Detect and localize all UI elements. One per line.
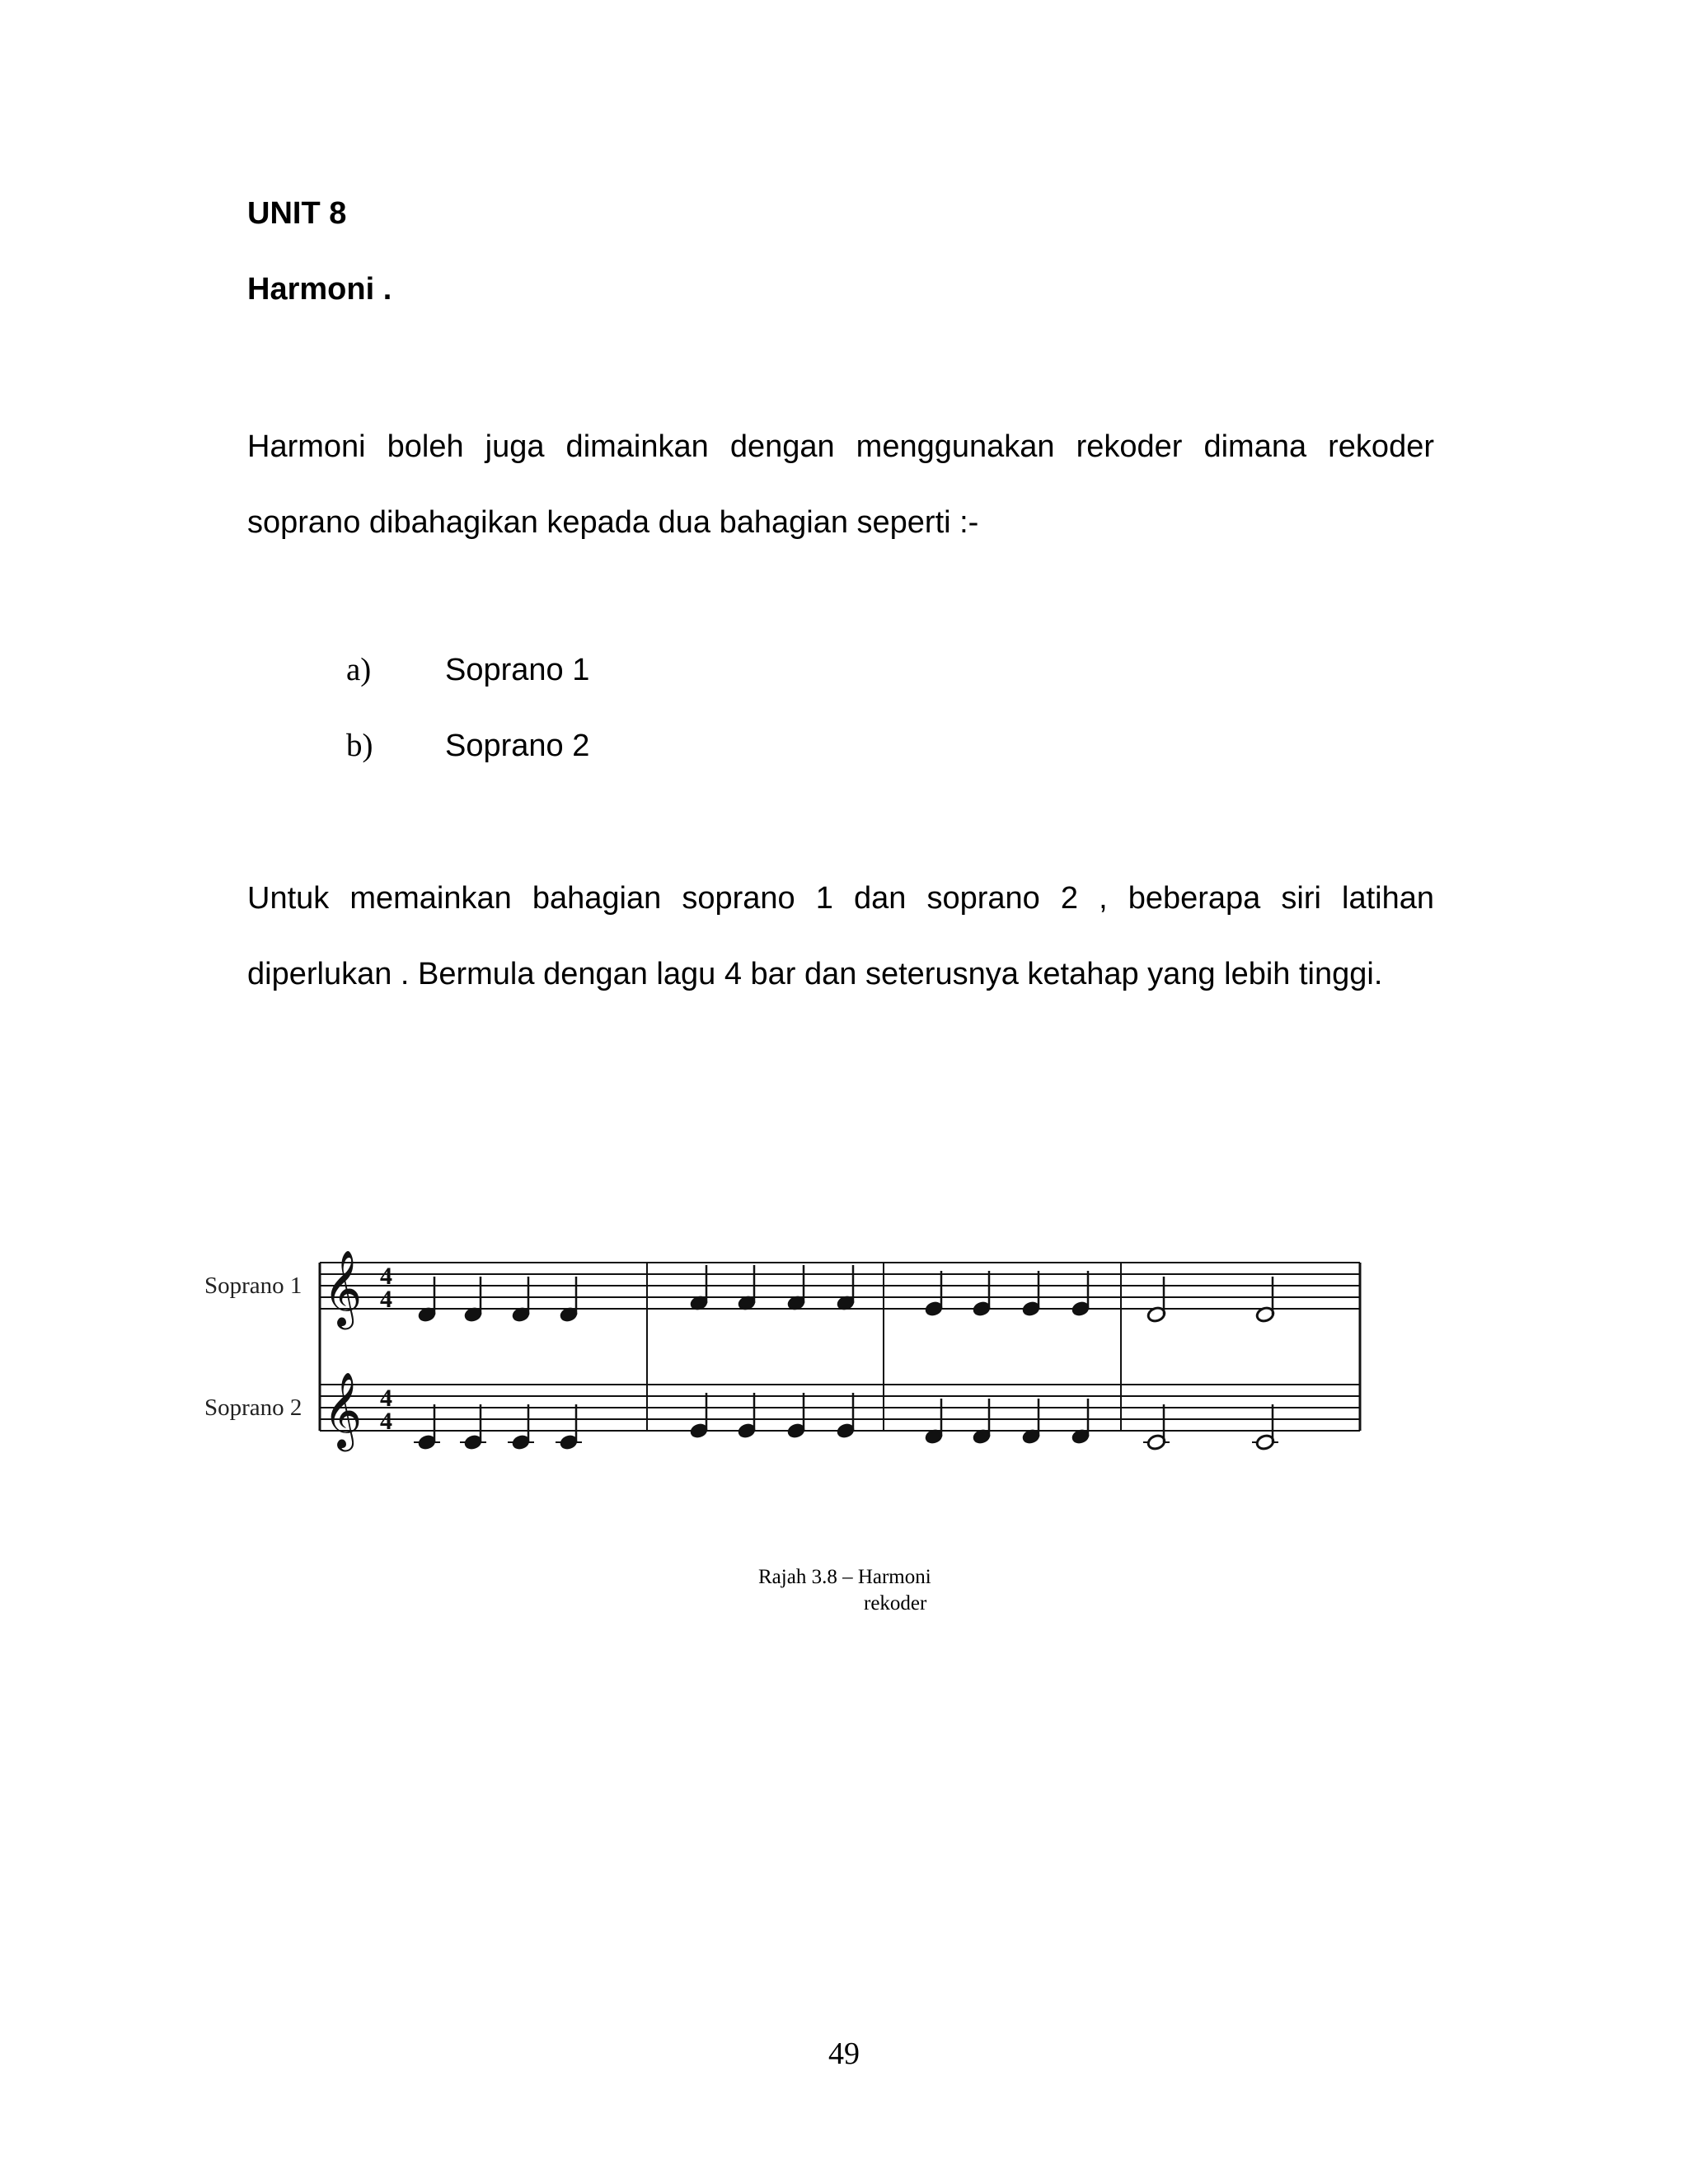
figure-caption [758, 1564, 931, 1617]
quarter-note [559, 1404, 579, 1451]
quarter-note [689, 1265, 709, 1311]
quarter-note [972, 1271, 992, 1317]
svg-text:4: 4 [380, 1385, 392, 1412]
quarter-note [417, 1277, 437, 1323]
unit-heading: UNIT 8 [247, 196, 347, 231]
quarter-note [511, 1277, 531, 1323]
quarter-note [924, 1399, 944, 1445]
intro-paragraph: Harmoni boleh juga dimainkan dengan menggunakan rekoder dimana rekoder soprano dibahagikan kepada dua bahagian seperti :- [247, 429, 1434, 540]
quarter-note [836, 1393, 856, 1439]
quarter-note [1021, 1271, 1041, 1317]
quarter-note [559, 1277, 579, 1323]
quarter-note [511, 1404, 531, 1451]
caption-line-1: Rajah 3.8 – Harmoni [758, 1566, 931, 1588]
treble-clef-icon: 𝄞 [323, 1249, 363, 1326]
treble-clef-icon: 𝄞 [323, 1371, 363, 1448]
staff-label-soprano-1: Soprano 1 [204, 1272, 302, 1299]
music-score-figure [198, 1228, 1376, 1467]
svg-text:4: 4 [380, 1286, 392, 1313]
list-item [346, 727, 589, 765]
quarter-note [463, 1277, 483, 1323]
quarter-note [737, 1265, 757, 1311]
notes [414, 1265, 1278, 1451]
time-signature [380, 1263, 392, 1313]
svg-text:4: 4 [380, 1263, 392, 1290]
half-note [1146, 1277, 1166, 1323]
half-note [1255, 1404, 1275, 1451]
practice-paragraph: Untuk memainkan bahagian soprano 1 dan soprano 2 , beberapa siri latihan diperlukan . Bermula dengan lagu 4 bar dan seterusnya ketahap yang lebih tinggi. [247, 881, 1434, 991]
section-title: Harmoni . [247, 272, 392, 307]
quarter-note [689, 1393, 709, 1439]
quarter-note [417, 1404, 437, 1451]
quarter-note [972, 1399, 992, 1445]
quarter-note [924, 1271, 944, 1317]
page-number: 49 [828, 2036, 860, 2071]
list-item-text: Soprano 2 [445, 729, 590, 763]
quarter-note [786, 1265, 806, 1311]
barlines [320, 1263, 1360, 1431]
list-marker: a) [346, 652, 372, 687]
quarter-note [1071, 1271, 1090, 1317]
svg-text:4: 4 [380, 1408, 392, 1435]
quarter-note [463, 1404, 483, 1451]
staff-soprano-2 [320, 1385, 1360, 1431]
half-note [1146, 1404, 1166, 1451]
quarter-note [737, 1393, 757, 1439]
caption-line-2: rekoder [864, 1592, 927, 1615]
quarter-note [1071, 1399, 1090, 1445]
time-signature [380, 1385, 392, 1435]
quarter-note [786, 1393, 806, 1439]
list-item [346, 651, 589, 689]
half-note [1255, 1277, 1275, 1323]
list-marker: b) [346, 728, 373, 763]
quarter-note [1021, 1399, 1041, 1445]
staff-label-soprano-2: Soprano 2 [204, 1394, 302, 1421]
list-item-text: Soprano 1 [445, 653, 590, 687]
quarter-note [836, 1265, 856, 1311]
